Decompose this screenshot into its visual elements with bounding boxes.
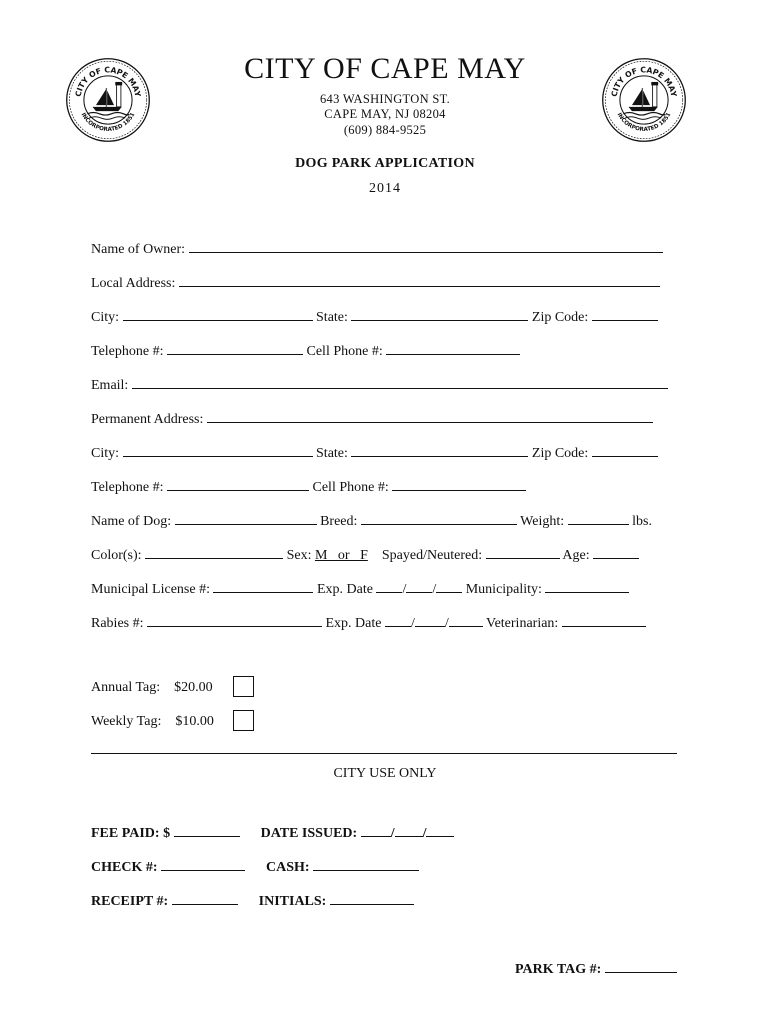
local-cell-field[interactable] <box>386 340 520 355</box>
date-issued-month[interactable] <box>361 822 391 837</box>
telephone-label: Telephone #: <box>91 344 164 359</box>
annual-tag-price: $20.00 <box>174 680 213 695</box>
owner-name-row <box>91 238 663 259</box>
state-label: State: <box>316 310 348 325</box>
receipt-row <box>91 890 414 911</box>
breed-label: Breed: <box>320 514 358 529</box>
address-line-1: 643 WASHINGTON ST. <box>319 92 451 106</box>
license-exp-year[interactable] <box>436 578 462 593</box>
fee-row <box>91 822 454 843</box>
park-tag-label: PARK TAG #: <box>515 962 602 977</box>
annual-tag-label: Annual Tag: <box>91 680 161 695</box>
owner-name-label: Name of Owner: <box>91 242 186 257</box>
initials-label: INITIALS: <box>258 894 327 909</box>
fee-paid-label: FEE PAID: $ <box>91 826 171 841</box>
weight-label: Weight: <box>520 514 565 529</box>
sex-options[interactable]: M or F <box>314 548 368 563</box>
permanent-address-field[interactable] <box>207 408 653 423</box>
local-address-field[interactable] <box>179 272 660 287</box>
city-use-heading: CITY USE ONLY <box>333 766 437 781</box>
dog-details-row <box>91 544 639 565</box>
page-title: CITY OF CAPE MAY <box>244 52 526 85</box>
exp-date-label: Exp. Date <box>316 582 373 597</box>
owner-name-field[interactable] <box>189 238 663 253</box>
cash-label: CASH: <box>266 860 310 875</box>
park-tag-field[interactable] <box>605 958 677 973</box>
date-slash: / <box>444 616 449 631</box>
permanent-zip-field[interactable] <box>592 442 658 457</box>
permanent-cell-field[interactable] <box>392 476 526 491</box>
park-tag-row <box>515 958 677 979</box>
colors-field[interactable] <box>145 544 283 559</box>
svg-text:INCORPORATED 1851: INCORPORATED 1851 <box>79 111 137 134</box>
permanent-address-label: Permanent Address: <box>91 412 204 427</box>
weight-unit: lbs. <box>632 514 652 529</box>
permanent-telephone-field[interactable] <box>167 476 309 491</box>
cell-phone-label: Cell Phone #: <box>306 344 383 359</box>
colors-label: Color(s): <box>91 548 142 563</box>
local-telephone-field[interactable] <box>167 340 303 355</box>
receipt-label: RECEIPT #: <box>91 894 169 909</box>
weekly-tag-checkbox[interactable] <box>233 710 254 731</box>
permanent-city-field[interactable] <box>123 442 313 457</box>
license-exp-day[interactable] <box>406 578 432 593</box>
address-line-2: CAPE MAY, NJ 08204 <box>324 107 446 121</box>
form-year: 2014 <box>369 181 401 196</box>
rabies-label: Rabies #: <box>91 616 144 631</box>
receipt-field[interactable] <box>172 890 238 905</box>
rabies-field[interactable] <box>147 612 322 627</box>
municipality-label: Municipality: <box>465 582 542 597</box>
cash-field[interactable] <box>313 856 419 871</box>
date-issued-day[interactable] <box>395 822 423 837</box>
date-slash: / <box>432 582 437 597</box>
dog-name-label: Name of Dog: <box>91 514 172 529</box>
spayed-field[interactable] <box>486 544 560 559</box>
fee-paid-field[interactable] <box>174 822 240 837</box>
date-slash: / <box>390 826 395 841</box>
cell-phone-label: Cell Phone #: <box>312 480 389 495</box>
form-title: DOG PARK APPLICATION <box>295 156 475 171</box>
local-city-field[interactable] <box>123 306 313 321</box>
check-field[interactable] <box>161 856 245 871</box>
rabies-exp-year[interactable] <box>449 612 483 627</box>
date-issued-year[interactable] <box>426 822 454 837</box>
local-city-row <box>91 306 658 327</box>
local-zip-field[interactable] <box>592 306 658 321</box>
telephone-label: Telephone #: <box>91 480 164 495</box>
local-phone-row <box>91 340 520 361</box>
permanent-city-row <box>91 442 658 463</box>
license-label: Municipal License #: <box>91 582 210 597</box>
weekly-tag-row <box>91 713 214 731</box>
svg-text:CITY OF CAPE MAY: CITY OF CAPE MAY <box>73 65 143 98</box>
permanent-state-field[interactable] <box>351 442 528 457</box>
municipality-field[interactable] <box>545 578 629 593</box>
annual-tag-row <box>91 679 213 697</box>
check-label: CHECK #: <box>91 860 158 875</box>
state-label: State: <box>316 446 348 461</box>
email-field[interactable] <box>132 374 668 389</box>
spayed-label: Spayed/Neutered: <box>381 548 483 563</box>
permanent-phone-row <box>91 476 526 497</box>
license-exp-month[interactable] <box>376 578 402 593</box>
email-label: Email: <box>91 378 129 393</box>
rabies-exp-month[interactable] <box>385 612 411 627</box>
exp-date-label: Exp. Date <box>325 616 382 631</box>
license-row <box>91 578 629 599</box>
section-divider <box>91 753 677 754</box>
local-address-row <box>91 272 660 293</box>
age-label: Age: <box>562 548 590 563</box>
veterinarian-label: Veterinarian: <box>486 616 559 631</box>
weight-field[interactable] <box>568 510 629 525</box>
check-row <box>91 856 419 877</box>
initials-field[interactable] <box>330 890 414 905</box>
city-label: City: <box>91 446 120 461</box>
dog-name-field[interactable] <box>175 510 317 525</box>
veterinarian-field[interactable] <box>562 612 646 627</box>
dog-name-row <box>91 510 652 531</box>
permanent-address-row <box>91 408 653 429</box>
date-slash: / <box>410 616 415 631</box>
weekly-tag-price: $10.00 <box>175 714 214 729</box>
local-state-field[interactable] <box>351 306 528 321</box>
zip-label: Zip Code: <box>531 310 589 325</box>
breed-field[interactable] <box>361 510 517 525</box>
date-slash: / <box>422 826 427 841</box>
age-field[interactable] <box>593 544 639 559</box>
annual-tag-checkbox[interactable] <box>233 676 254 697</box>
rabies-row <box>91 612 646 633</box>
email-row <box>91 374 668 395</box>
zip-label: Zip Code: <box>531 446 589 461</box>
license-field[interactable] <box>213 578 313 593</box>
weekly-tag-label: Weekly Tag: <box>91 714 162 729</box>
rabies-exp-day[interactable] <box>415 612 445 627</box>
date-issued-label: DATE ISSUED: <box>260 826 358 841</box>
svg-text:CITY OF CAPE MAY: CITY OF CAPE MAY <box>609 65 679 98</box>
sex-label: Sex: <box>286 548 312 563</box>
city-label: City: <box>91 310 120 325</box>
date-slash: / <box>402 582 407 597</box>
local-address-label: Local Address: <box>91 276 176 291</box>
svg-text:INCORPORATED 1851: INCORPORATED 1851 <box>615 111 673 134</box>
phone-number: (609) 884-9525 <box>343 123 427 137</box>
